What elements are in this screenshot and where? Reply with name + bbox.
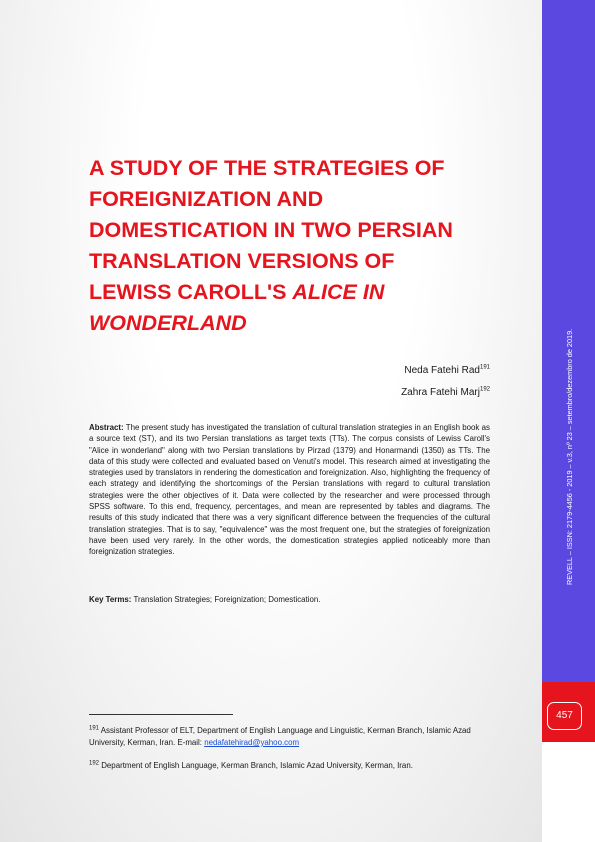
footnote-mark: 192: [89, 760, 100, 767]
abstract-label: Abstract:: [89, 423, 124, 432]
key-terms: [89, 594, 490, 605]
key-terms-text: Translation Strategies; Foreignization; Domestication.: [133, 595, 321, 604]
author-footnote-mark: 192: [479, 386, 490, 393]
footnote: [89, 760, 494, 772]
author-name: Neda Fatehi Rad: [404, 365, 480, 376]
title-line: FOREIGNIZATION AND: [89, 187, 324, 211]
footnote-text: Assistant Professor of ELT, Department of English Language and Linguistic, Kerman Branch, Islamic Azad University, Kerman, Iran. E-mail:: [89, 726, 471, 747]
author: [401, 360, 490, 382]
paper-title: [89, 153, 509, 339]
title-line: TRANSLATION VERSIONS OF: [89, 249, 395, 273]
journal-info-vertical: REVELL – ISSN: 2179-4456 - 2019 – v.3, nº 23 – setembro/dezembro de 2019.: [565, 328, 574, 585]
abstract-text: The present study has investigated the translation of cultural translation strategies in an English book as a source text (ST), and its two Persian translations as target texts (TTs). The corpus consists of Lewiss Caroll's "Alice in wonderland" along with two Persian translations by Pirzad (1379) and Honarmandi (1350) as TTs. The data of this study were collected and evaluated based on Venuti's model. This research aimed at investigating the strategies used by translators in rendering the domestication and foreignization. Also, highlighting the frequency of each strategy and identifying the shortcomings of the Persian translations with regard to cultural translation strategies were the other objectives of it. Data were collected by the researcher and were processed through SPSS software. To this end, frequency, percentages, and mean are represented by tables and diagrams. The results of this study indicated that there was a very significant difference between the frequencies of the cultural translation strategies. That is to say, "equivalence" was the most frequent one, but the strategies of foreignization have been used very rarely. In the other words, the domestication strategies applied noticeably more than foreignization strategies.: [89, 423, 490, 557]
footnote: [89, 725, 494, 749]
abstract: [89, 422, 490, 558]
side-band-bottom-spacer: [542, 742, 595, 842]
footnote-mark: 191: [89, 725, 100, 732]
author: [401, 382, 490, 404]
page-number: 457: [547, 702, 582, 730]
author-list: [401, 360, 490, 404]
author-footnote-mark: 191: [479, 364, 490, 371]
title-line: DOMESTICATION IN TWO PERSIAN: [89, 218, 453, 242]
title-line: A STUDY OF THE STRATEGIES OF: [89, 156, 445, 180]
title-italic-part: ALICE IN: [292, 280, 385, 304]
title-prefix: LEWISS CAROLL'S: [89, 280, 293, 304]
footnote-divider: [89, 714, 233, 715]
key-terms-label: Key Terms:: [89, 595, 132, 604]
title-line: [89, 308, 509, 339]
footnote-text: Department of English Language, Kerman Branch, Islamic Azad University, Kerman, Iran.: [101, 761, 413, 770]
title-line: [89, 277, 509, 308]
author-name: Zahra Fatehi Marj: [401, 387, 480, 398]
author-email-link[interactable]: nedafatehirad@yahoo.com: [204, 738, 300, 747]
title-italic-part: WONDERLAND: [89, 311, 247, 335]
